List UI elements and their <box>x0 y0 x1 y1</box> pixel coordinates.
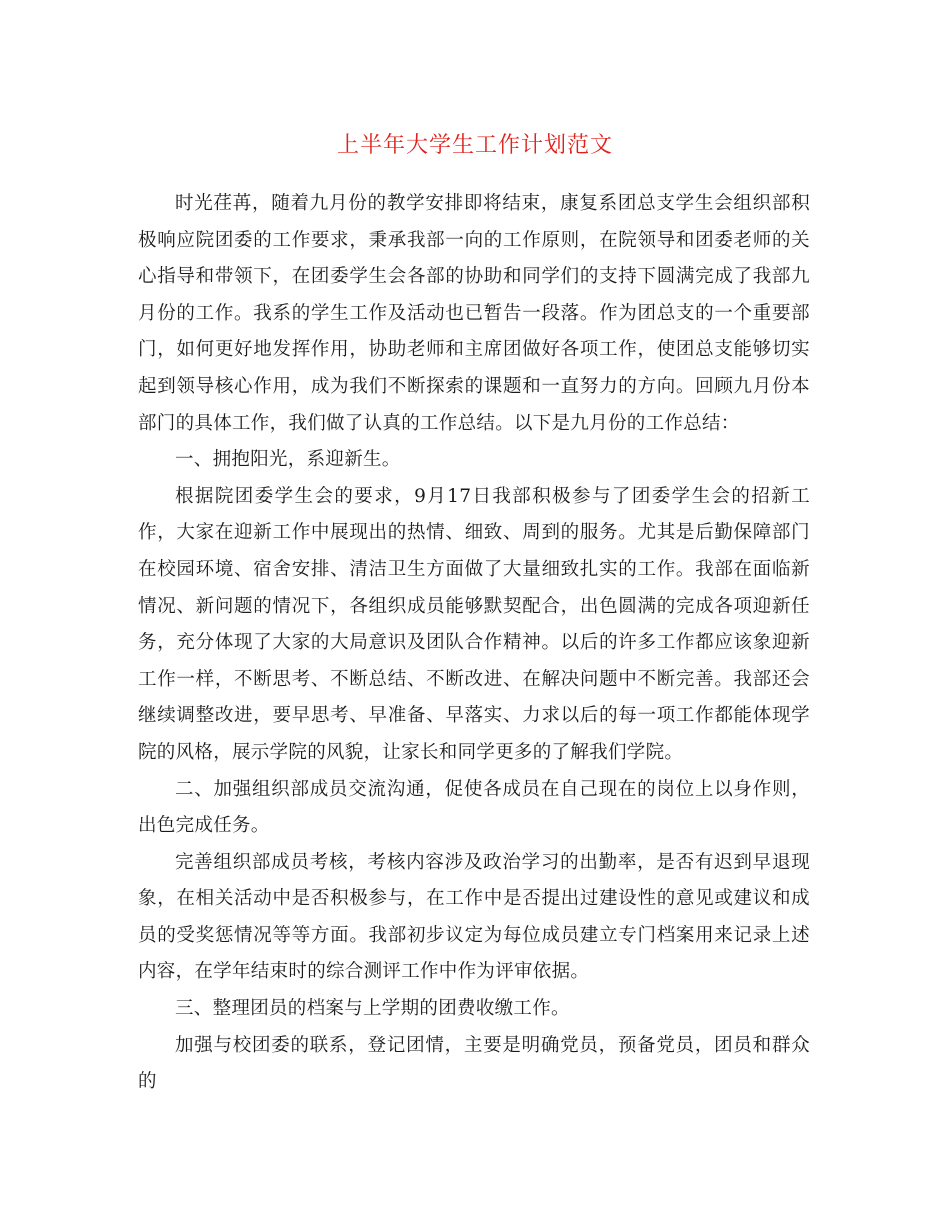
section-heading-3: 三、整理团员的档案与上学期的团费收缴工作。 <box>175 998 570 1020</box>
document-body <box>138 186 810 1101</box>
section-heading-2: 二、加强组织部成员交流沟通，促使各成员在自己现在的岗位上以身作则，出色完成任务。 <box>138 778 810 837</box>
section-heading-1: 一、拥抱阳光，系迎新生。 <box>175 449 401 471</box>
document-title: 上半年大学生工作计划范文 <box>336 133 613 158</box>
paragraph-section-2: 完善组织部成员考核，考核内容涉及政治学习的出勤率，是否有迟到早退现象，在相关活动中是否积极参与，在工作中是否提出过建设性的意见或建议和成员的受奖惩情况等等方面。我部初步议定为每位成员建立专门档案用来记录上述内容，在学年结束时的综合测评工作中作为评审依据。 <box>138 851 810 983</box>
paragraph-intro: 时光荏苒，随着九月份的教学安排即将结束，康复系团总支学生会组织部积极响应院团委的工作要求，秉承我部一向的工作原则，在院领导和团委老师的关心指导和带领下，在团委学生会各部的协助和同学们的支持下圆满完成了我部九月份的工作。我系的学生工作及活动也已暂告一段落。作为团总支的一个重要部门，如何更好地发挥作用，协助老师和主席团做好各项工作，使团总支能够切实起到领导核心作用，成为我们不断探索的课题和一直努力的方向。回顾九月份本部门的具体工作，我们做了认真的工作总结。以下是九月份的工作总结： <box>138 193 810 434</box>
paragraph-section-3: 加强与校团委的联系，登记团情，主要是明确党员，预备党员，团员和群众的 <box>138 1034 810 1093</box>
paragraph-section-1: 根据院团委学生会的要求，9月17日我部积极参与了团委学生会的招新工作，大家在迎新工作中展现出的热情、细致、周到的服务。尤其是后勤保障部门在校园环境、宿舍安排、清洁卫生方面做了大量细致扎实的工作。我部在面临新情况、新问题的情况下，各组织成员能够默契配合，出色圆满的完成各项迎新任务，充分体现了大家的大局意识及团队合作精神。以后的许多工作都应该象迎新工作一样，不断思考、不断总结、不断改进、在解决问题中不断完善。我部还会继续调整改进，要早思考、早准备、早落实、力求以后的每一项工作都能体现学院的风格，展示学院的风貌，让家长和同学更多的了解我们学院。 <box>138 485 810 763</box>
